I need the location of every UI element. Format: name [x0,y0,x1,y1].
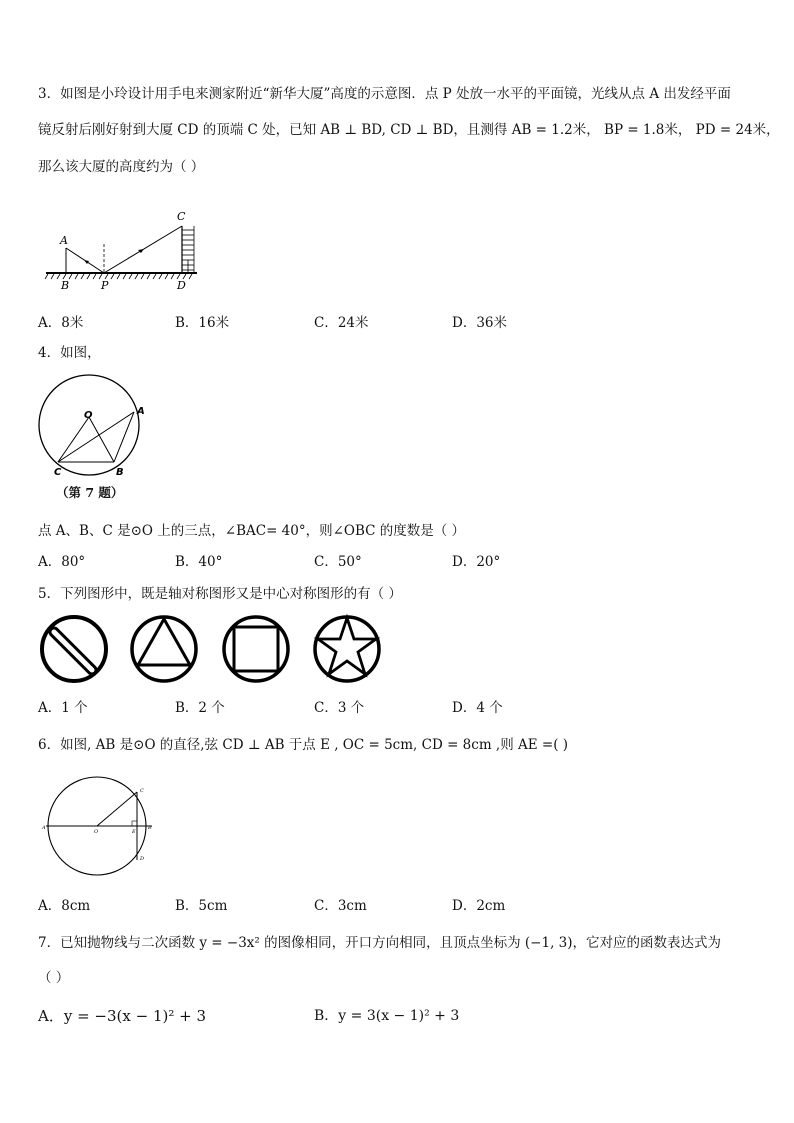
q6-label-o: O [94,829,99,835]
q6-label-e: E [132,829,136,835]
q4-figure-circle [36,382,156,482]
q3-label-a: A [60,234,68,247]
q5-option-a: A．1 个 [38,700,88,716]
q3-label-b: B [61,279,70,292]
q5-figure-circle-square [222,614,292,684]
q6-option-a: A．8cm [38,898,91,914]
q3-label-c: C [177,210,186,223]
q4-option-c: C．50° [314,554,362,570]
q5-figure-circle-triangle [130,614,200,684]
q4-text-line-2: 点 A、B、C 是⊙O 上的三点，∠BAC= 40°，则∠OBC 的度数是（ ） [38,523,466,539]
q4-option-d: D．20° [452,554,501,570]
q7-text-line-1: 7．已知抛物线与二次函数 y = −3x² 的图像相同，开口方向相同，且顶点坐标为 (−1, 3)，它对应的函数表达式为 [38,935,722,951]
q7-option-a: A．y = −3(x − 1)² + 3 [38,1007,206,1025]
q4-option-b: B．40° [175,554,223,570]
q5-option-d: D．4 个 [452,700,503,716]
q3-text-line-3: 那么该大厦的高度约为（ ） [38,159,205,175]
q6-figure-circle-chord [40,776,170,880]
q4-label-b: B [116,467,124,478]
q3-option-a: A．8米 [38,315,84,331]
q6-label-c: C [140,788,144,794]
q4-label-c: C [54,467,62,478]
q7-text-line-2: （ ） [38,970,70,986]
q6-option-b: B．5cm [175,898,228,914]
q3-text-line-2: 镜反射后刚好射到大厦 CD 的顶端 C 处，已知 AB ⊥ BD, CD ⊥ BD，且测得 AB = 1.2米， BP = 1.8米， PD = 24米， [38,122,780,138]
q3-text-line-1: 3．如图是小玲设计用手电来测家附近“新华大厦”高度的示意图．点 P 处放一水平的平面镜，光线从点 A 出发经平面 [38,86,731,102]
q3-option-b: B．16米 [175,315,230,331]
q6-label-b: B [148,825,152,831]
q3-label-d: D [177,279,186,292]
q3-figure-mirror-diagram [44,208,204,290]
q6-option-c: C．3cm [314,898,367,914]
q5-option-c: C．3 个 [314,700,365,716]
q5-figure-circle-slash [40,614,110,684]
q6-label-d: D [140,856,145,862]
q6-option-d: D．2cm [452,898,506,914]
q4-label-o: O [84,410,93,421]
q4-figure-caption: （第 7 题） [56,485,124,500]
q3-option-c: C．24米 [314,315,369,331]
q3-option-d: D．36米 [452,315,508,331]
q4-text-line-1: 4．如图， [38,345,101,361]
q5-text-line-1: 5．下列图形中，既是轴对称图形又是中心对称图形的有（ ） [38,586,402,602]
q5-figure-circle-star [313,614,383,684]
q3-label-p: P [101,279,109,292]
q6-label-a: A [42,825,46,831]
q6-text-line-1: 6．如图, AB 是⊙O 的直径,弦 CD ⊥ AB 于点 E , OC = 5cm, CD = 8cm ,则 AE =( ) [38,737,569,753]
q4-option-a: A．80° [38,554,86,570]
q5-option-b: B．2 个 [175,700,225,716]
q7-option-b: B．y = 3(x − 1)² + 3 [314,1008,460,1024]
q4-label-a: A [137,406,145,417]
